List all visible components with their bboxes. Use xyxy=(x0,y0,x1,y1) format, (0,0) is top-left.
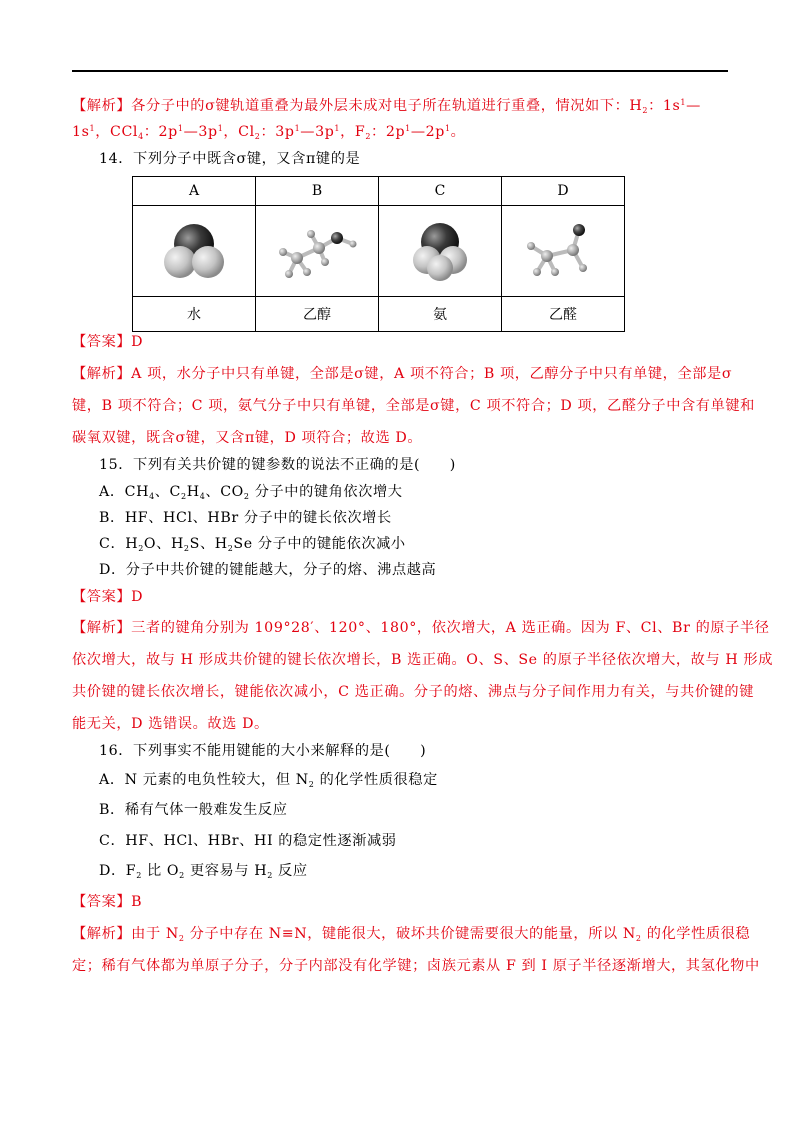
explanation-15-line-4: 能无关，D 选错误。故选 D。 xyxy=(72,716,269,732)
water-model-icon xyxy=(154,216,234,286)
table-header-a: A xyxy=(133,177,256,206)
header-rule xyxy=(72,70,728,72)
cell-ammonia-model xyxy=(379,206,502,297)
question-15-option-c: C．$H_2O$、$H_2S$、$H_2Se$ 分子中的键能依次减小 xyxy=(99,536,406,553)
molecule-table xyxy=(132,176,625,332)
question-16-option-d: D．$F_2$ 比 $O_2$ 更容易与 $H_2$ 反应 xyxy=(99,863,308,880)
table-name-d: 乙醛 xyxy=(502,297,625,332)
explanation-13-line-2: $1s^1$，CCl$_4$：$2p^1—3p^1$，$Cl_2$：$3p^1—3p^1$，$F_2$：$2p^1—2p^1$。 xyxy=(72,124,466,141)
cell-water-model xyxy=(133,206,256,297)
question-15: 15．下列有关共价键的键参数的说法不正确的是( ) xyxy=(99,457,456,473)
question-15-option-d: D．分子中共价键的键能越大，分子的熔、沸点越高 xyxy=(99,562,437,578)
explanation-14-line-2: 键，B 项不符合；C 项，氨气分子中只有单键，全部是σ键，C 项不符合；D 项，乙醛分子中含有单键和 xyxy=(72,398,755,414)
question-16-option-c: C．HF、HCl、HBr、HI 的稳定性逐渐减弱 xyxy=(99,833,397,849)
cell-ethanol-model xyxy=(256,206,379,297)
explanation-16-line-1: 【解析】由于 $N_2$ 分子中存在 N≡N，键能很大，破坏共价键需要很大的能量，所以 $N_2$ 的化学性质很稳 xyxy=(72,926,751,943)
question-15-option-a: A．$CH_4$、$C_2H_4$、$CO_2$ 分子中的键角依次增大 xyxy=(99,484,403,501)
table-name-a: 水 xyxy=(133,297,256,332)
explanation-15-line-1: 【解析】三者的键角分别为 109°28′、120°、180°，依次增大，A 选正确。因为 F、Cl、Br 的原子半径 xyxy=(72,620,770,636)
question-16: 16．下列事实不能用键能的大小来解释的是( ) xyxy=(99,743,427,759)
answer-15: 【答案】D xyxy=(72,589,144,605)
explanation-14-line-1: 【解析】A 项，水分子中只有单键，全部是σ键，A 项不符合；B 项，乙醇分子中只有单键，全部是σ xyxy=(72,366,733,382)
question-16-option-b: B．稀有气体一般难发生反应 xyxy=(99,802,288,818)
cell-acetaldehyde-model xyxy=(502,206,625,297)
explanation-16-line-2: 定；稀有气体都为单原子分子，分子内部没有化学键；卤族元素从 F 到 I 原子半径逐渐增大，其氢化物中 xyxy=(72,958,760,974)
explanation-15-line-2: 依次增大，故与 H 形成共价键的键长依次增长，B 选正确。O、S、Se 的原子半径依次增大，故与 H 形成 xyxy=(72,652,773,668)
table-name-b: 乙醇 xyxy=(256,297,379,332)
question-15-option-b: B．HF、HCl、HBr 分子中的键长依次增长 xyxy=(99,510,392,526)
ammonia-model-icon xyxy=(400,216,480,286)
ethanol-model-icon xyxy=(267,216,367,286)
table-header-c: C xyxy=(379,177,502,206)
answer-14: 【答案】D xyxy=(72,334,144,350)
question-14: 14．下列分子中既含σ键，又含π键的是 xyxy=(99,151,361,167)
answer-16: 【答案】B xyxy=(72,894,143,910)
explanation-13-line-1: 【解析】各分子中的σ键轨道重叠为最外层未成对电子所在轨道进行重叠，情况如下：$H_2$：$1s^1—$ xyxy=(72,98,701,115)
question-16-option-a: A．N 元素的电负性较大，但 $N_2$ 的化学性质很稳定 xyxy=(99,772,438,789)
explanation-15-line-3: 共价键的键长依次增长，键能依次减小，C 选正确。分子的熔、沸点与分子间作用力有关，与共价键的键 xyxy=(72,684,755,700)
explanation-14-line-3: 碳氧双键，既含σ键，又含π键，D 项符合；故选 D。 xyxy=(72,430,423,446)
table-name-c: 氨 xyxy=(379,297,502,332)
table-header-d: D xyxy=(502,177,625,206)
table-header-b: B xyxy=(256,177,379,206)
acetaldehyde-model-icon xyxy=(513,216,613,286)
